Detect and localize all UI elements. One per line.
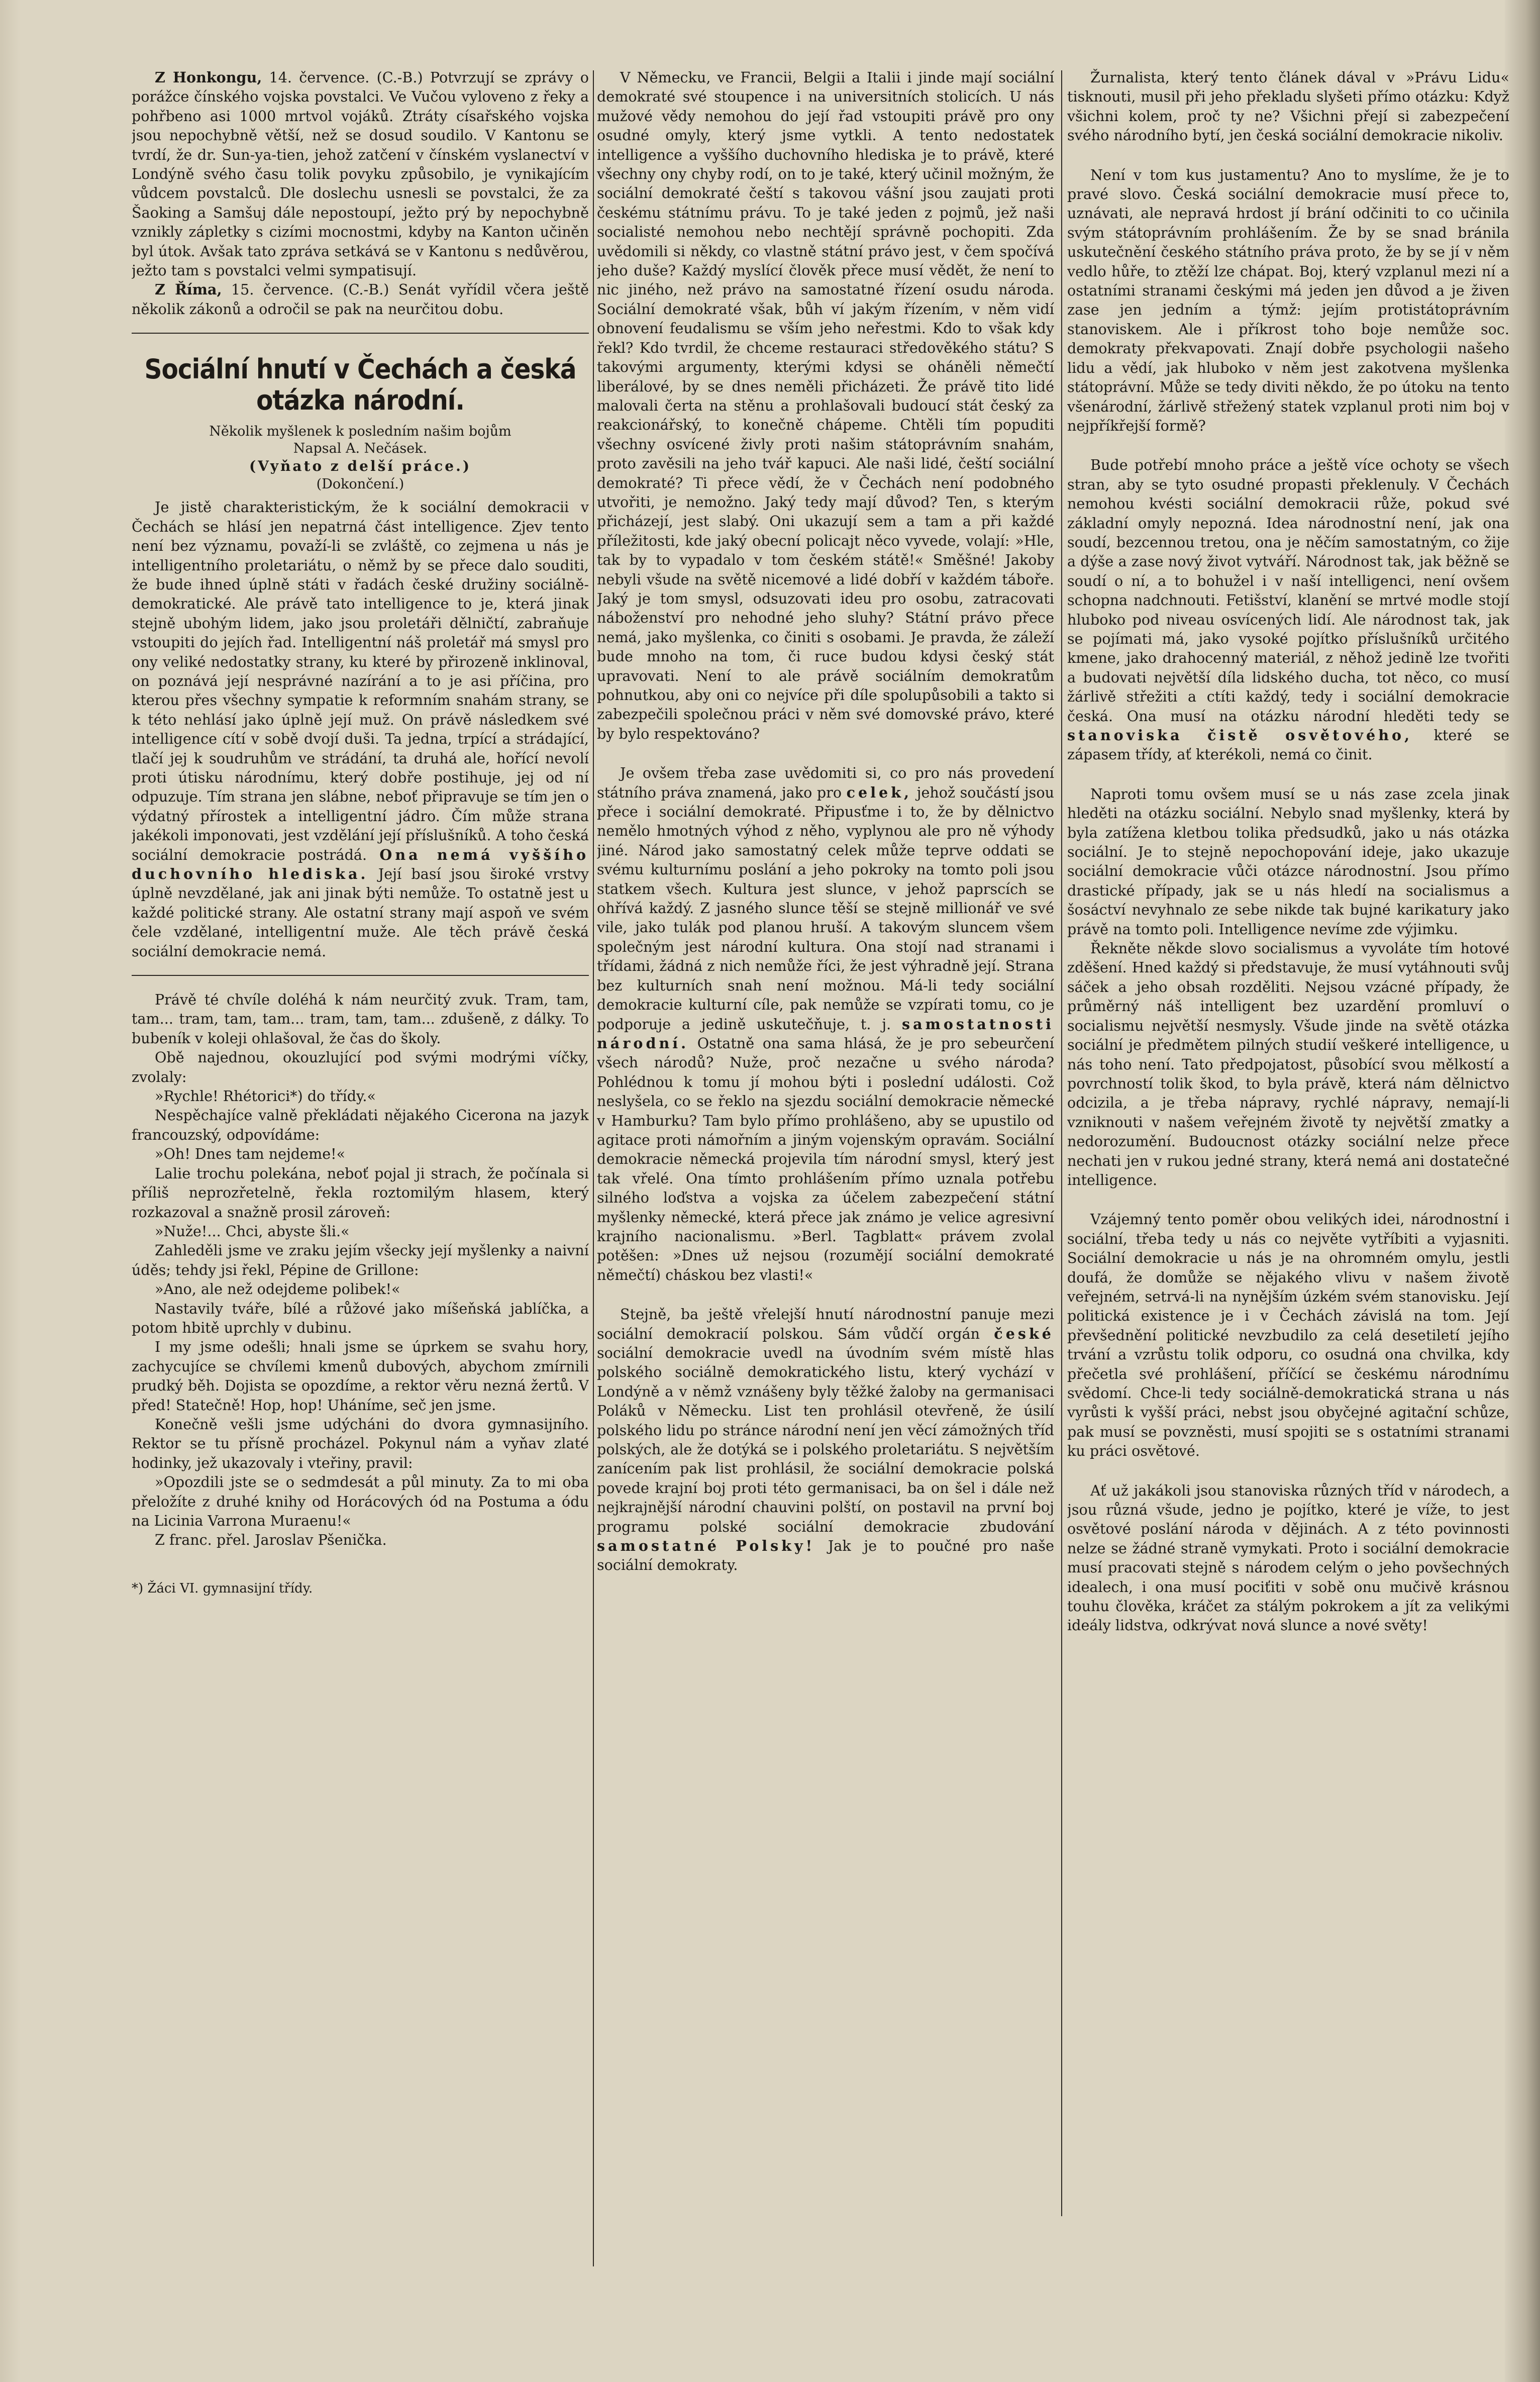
story-paragraph: Konečně vešli jsme udýcháni do dvora gymnasijního. Rektor se tu přísně procházel. Pokynul nám a vyňav zlaté hodinky, jež ukazovaly i vteřiny, pravil: (132, 1415, 589, 1471)
article-paragraph: Je jistě charakteristickým, že k sociální demokracii v Čechách se hlásí jen nepatrná část intelligence. Zjev tento není bez významu, považí-li se zvláště, co zejmena u nás je intelligentního proletariátu, o němž by se přece dalo souditi, že bude ihned úplně státi v řadách české družiny sociálně-demokratické. Ale právě tato intelligence to je, která jinak stejně ubohým lidem, jako jsou proletáři dělničtí, zabraňuje vstoupiti do jejích řad. Intelligentní náš proletář má smysl pro ony veliké nedostatky strany, ku které by přirozeně inklinoval, on poznává její nesprávné nazírání a to je asi příčina, pro kterou přes všechny sympatie k reformním snahám strany, se k této nehlásí jako úplně její muž. On právě následkem své intelligence cítí v sobě dvojí duši. Ta jedna, trpící a strádající, tlačí jej k soudruhům ve strádání, ta druhá ale, hořící nevolí proti útisku národnímu, který dobře postihuje, jej od ní odpuzuje. Tím strana jen slábne, neboť připravuje se tím jen o výdatný přírostek a intelligentní jádro. Čím může strana jakékoli imponovati, jest vzdělání její příslušníků. A toho česká sociální demokracie postrádá. Ona nemá vyššího duchovního hlediska. Její basí jsou široké vrstvy úplně nevzdělané, jak ani jinak býti nemůže. To ostatně jest u každé politické strany. Ale ostatní strany mají aspoň ve svém čele vzdělané, intelligentní muže. Ale těch právě česká sociální demokracie nemá. (132, 499, 589, 960)
news-text: 14. července. (C.-B.) Potvrzují se zprávy o porážce čínského vojska povstalci. Ve Vučou vyloveno z řeky a pohřbeno asi 1000 mrtvol vojáků. Ztráty císařského vojska jsou nepochybně větší, než se dosud soudilo. V Kantonu se tvrdí, že dr. Sun-ya-tien, jehož zatčení v čínském vyslanectví v Londýně svého času tolik povyku způsobilo, je vynikajícím vůdcem povstalců. Dle doslechu usnesli se povstalci, že za Šaoking a Samšuj dále nepostoupí, ježto prý by nepochybně vznikly zápletky s cizími mocnostmi, kdyby na Kanton učiněn byl útok. Avšak tato zpráva setkává se v Kantonu s nedůvěrou, ježto tam s povstalci velmi sympatisují. (132, 69, 589, 279)
column-3 (1067, 68, 1509, 2359)
story-paragraph: »Ano, ale než odejdeme polibek!« (155, 1280, 400, 1298)
spaced-emphasis: celek, (846, 783, 912, 801)
scan-edge-left (0, 0, 20, 2382)
paragraph-gap (1067, 145, 1509, 165)
article-paragraph: Bude potřebí mnoho práce a ještě více ochoty se všech stran, aby se tyto osudné propasti překlenuly. V Čechách nemohou kvésti sociální demokracii růže, pokud své základní omyly nepozná. Idea národnostní není, jak ona soudí, bezcennou tretou, ona je něčím samostatným, co žije a dýše a zase nový život vytváří. Národnost tak, jak běžně se soudí o ní, a to bohužel i v naší intelligenci, není ovšem schopna nadchnouti. Fetišství, klanění se mrtvé modle stojí hluboko pod niveau osvícených lidí. Ale národnost tak, jak se pojímati má, jako vysoké pojítko příslušníků určitého kmene, jako drahocenný materiál, z něhož jedině lze tvořiti a budovati největší díla lidského ducha, tot něco, co musí žárlivě střežiti a ctíti každý, tedy i sociální demokracie česká. Ona musí na otázku národní hleděti tedy se stanoviska čistě osvětového, které se zápasem třídy, ať kterékoli, nemá co činit. (1067, 456, 1509, 763)
news-item-hongkong (132, 68, 589, 280)
article-title: Sociální hnutí v Čechách a česká otázka národní. (144, 353, 576, 417)
spaced-emphasis: stanoviska čistě osvětového, (1067, 727, 1413, 744)
article-paragraph: Stejně, ba ještě vřelejší hnutí národnostní panuje mezi sociální demokracií polskou. Sám vůdčí orgán české sociální demokracie uvedl na úvodním svém místě hlas polského sociálně demokratického listu, který vychází v Londýně a v němž vznášeny byly těžké žaloby na germanisaci Poláků v Německu. List ten prohlásil otevřeně, že úsilí polského lidu po stránce národní není jen věcí zámožných tříd polských, ale že dotýká se i polského proletariátu. S největším zanícením pak list prohlásil, že sociální demokracie polská povede krajní boj proti této germanisaci, ba on šel i dále než nejkrajnější národní chauvini polští, on postavil na první boj programu polské sociální demokracie zbudování samostatné Polsky! Jak je to poučné pro naše sociální demokraty. (597, 1306, 1054, 1574)
story-paragraph: I my jsme odešli; hnali jsme se úprkem se svahu hory, zachycujíce se chvílemi kmenů dubových, abychom zmírnili prudký běh. Dojista se opozdíme, a rektor věru nezná žertů. V před! Statečně! Hop, hop! Uháníme, seč jen jsme. (132, 1338, 589, 1414)
separator (132, 975, 589, 976)
story-paragraph: »Rychle! Rhétorici*) do třídy.« (155, 1087, 376, 1105)
footnote: *) Žáci VI. gymnasijní třídy. (132, 1580, 313, 1596)
column-rule-2 (1061, 70, 1062, 2216)
story-signature: Z franc. přel. Jaroslav Pšenička. (155, 1531, 387, 1549)
story-paragraph: Zahleděli jsme ve zraku jejím všecky její myšlenky a naivní úděs; tehdy jsi řekl, Pépine de Grillone: (132, 1242, 589, 1278)
article-paragraph: Žurnalista, který tento článek dával v »Právu Lidu« tisknouti, musil při jeho překladu slyšeti přímo otázku: Když všichni kolem, proč ty ne? Všichni přejí si zabezpečení svého národního bytí, jen česká sociální demokracie nikoliv. (1067, 69, 1509, 144)
article-paragraph: Není v tom kus justamentu? Ano to myslíme, že je to pravé slovo. Česká sociální demokracie musí přece to, uznávati, ale nepravá hrdost jí brání odčiniti to co učinila svým státoprávním prohlášením. Že by se snad bránila uskutečnění českého státního práva proto, že by se jí v něm vedlo hůře, to ztěží lze chápat. Boj, který vzplanul mezi ní a ostatními stranami českými má jeden jen důvod a je živen zase jen jedním a týmž: jejím protistátoprávním stanoviskem. Ale i příkrost toho boje nemůže soc. demokraty překvapovati. Znají dobře psychologii našeho lidu a vědí, jak hluboko v něm jest zakotvena myšlenka státoprávní. Může se tedy diviti někdo, že po útoku na tento všenárodní, žárlivě střežený statek vzplanul proti nim boj v nejpříkřejší formě? (1067, 166, 1509, 434)
paragraph-gap (597, 743, 1054, 763)
paragraph-gap (1067, 1461, 1509, 1481)
spaced-emphasis: Ona nemá vyššího duchovního hlediska. (132, 846, 589, 882)
separator (132, 333, 589, 334)
paragraph-gap (1067, 1189, 1509, 1210)
column-rule-1 (593, 70, 594, 2266)
column-1 (132, 68, 589, 2359)
story-paragraph: »Nuže!... Chci, abyste šli.« (155, 1222, 350, 1240)
article-paragraph: Ať už jakákoli jsou stanoviska různých tříd v národech, a jsou různá všude, jedno je pojítko, které je víže, to jest osvětové poslání národa v dějinách. A z této povinnosti nelze se žádné straně vymykati. Proto i sociální demokracie musí pracovati stejně s národem celým o jeho povšechných idealech, i ona musí pociťiti v sobě onu mučivě krásnou touhu člověka, kráčet za stálým pokrokem a jít za velikými ideály lidstva, odkrývat nová slunce a nové světy! (1067, 1481, 1509, 1634)
article-paragraph: Řekněte někde slovo socialismus a vyvoláte tím hotové zděšení. Hned každý si představuje, že musí vytáhnouti svůj sáček a jeho obsah rozděliti. Nejsou vzácné případy, že průměrný náš intelligent bez uzardění promluví o socialismu největší nesmysly. Všude jinde na světě otázka sociální je předmětem pilných studií veškeré intelligence, u nás toho není. Tato předpojatost, působící svou mělkostí a povrchností tolik škod, to byla právě, která nám dělnictvo odcizila, a je třeba nápravy, rychlé nápravy, nemají-li vzniknouti v našem veřejném životě ty největší zmatky a nedorozumění. Budoucnost otázky sociální nelze přece nechati jen v rukou jedné strany, která nemá ani dostatečné intelligence. (1067, 940, 1509, 1188)
story-paragraph: Obě najednou, okouzlující pod svými modrými víčky, zvolaly: (132, 1049, 589, 1085)
story-paragraph: Právě té chvíle doléhá k nám neurčitý zvuk. Tram, tam, tam... tram, tam, tam... tram, tam, tam... zdušeně, z dálky. To bubeník v koleji ohlašoval, že čas do školy. (132, 991, 589, 1047)
article-paragraph: Vzájemný tento poměr obou velikých idei, národnostní i sociální, třeba tedy u nás co největe vytříbiti a vyjasniti. Sociální demokracie u nás je na ohromném omylu, jestli doufá, že domůže se nějakého vlivu v našem životě veřejném, setrvá-li na nynějším úzkém svém stanovisku. Její politická existence je i v Čechách závislá na tom. Její převšednění politické nevzbudilo za celá desetiletí jejího trvání a vzrůstu tolik odporu, co osudná ona chvilka, kdy přečetla své prohlášení, příčící se českému národnímu svědomí. Chce-li tedy sociálně-demokratická strana u nás vyrůsti k vyšší práci, nebst jsou obyčejné agitační schůze, pak musí se povzněsti, musí spojiti se s ostatními stranami ku práci osvětové. (1067, 1211, 1509, 1460)
story-paragraph: »Opozdili jste se o sedmdesát a půl minuty. Za to mi oba přeložíte z druhé knihy od Horácových ód na Postuma a ódu na Licinia Varrona Muraenu!« (132, 1473, 589, 1529)
story-paragraph: Nastavily tváře, bílé a růžové jako míšeňská jablíčka, a potom hbitě uprchly v dubinu. (132, 1300, 589, 1336)
news-text: 15. července. (C.-B.) Senát vyřídil včera ještě několik zákonů a odročil se pak na neurčitou dobu. (132, 281, 589, 318)
article-paragraph: V Německu, ve Francii, Belgii a Italii i jinde mají sociální demokraté své stoupence i na universitních stolicích. U nás mužové vědy nemohou do její řad vstoupiti právě pro ony osudné omyly, který jsme vytkli. A tento nedostatek intelligence a vyššího duchovního hlediska je to právě, které všechny ony chyby rodí, on to je také, který učinil možným, že sociální demokraté čeští s takovou vášní jsou zaujati proti českému státnímu právu. To je také jeden z pojmů, jež naši socialisté nemohou nebo nechtějí správně pochopiti. Zda uvědomili si někdy, co vlastně státní právo jest, v čem spočívá jeho duše? Každý myslící člověk přece musí vědět, že není to nic jiného, než právo na samostatné řízení osudu národa. Sociální demokraté však, bůh ví jakým řízením, v něm vidí obnovení feudalismu se vším jeho neřestmi. Kdo to však kdy řekl? Kdo tvrdil, že chceme restauraci středověkého státu? S takovými argumenty, kterými kdysi se oháněli němečtí liberálové, by se dnes neměli přicházeti. Že právě tito lidé malovali čerta na stěnu a prohlašovali budoucí stát český za reakcionářský, to konečně chápeme. Chtěli tím popuditi všechny osvícené živly proti našim státoprávním snahám, proto zavěsili na jeho tvář kapuci. Ale naši lidé, čeští sociální demokraté? Ti přece vědí, že v Čechách není podobného utvořiti, je nemožno. Jaký tedy mají důvod? Ten, s kterým přicházejí, jest slabý. Oni ukazují sem a tam a při každé příležitosti, kde jaký obecní policajt něco vyvede, volají: »Hle, tak by to vypadalo v tom českém státě!« Směšné! Jakoby nebyli všude na světě nicemové a lidé dobří v každém táboře. Jaký je tom smysl, odsuzovati ideu pro osobu, zatracovati náboženství pro nehodné jeho sluhy? Státní právo přece nemá, jako myšlenka, co činiti s osobami. Je pravda, že záleží bude mnoho na tom, či ruce budou kdysi český stát upravovati. Není to ale právě sociálním demokratům pohnutkou, aby oni co nejvíce při díle spolupůsobili a takto si zabezpečili společnou práci v něm své domovské právo, které by bylo respektováno? (597, 69, 1054, 742)
spaced-emphasis: samostatné Polsky! (597, 1537, 815, 1555)
article-continuation: (Dokončení.) (316, 476, 404, 492)
article-paragraph: Naproti tomu ovšem musí se u nás zase zcela jinak hleděti na otázku sociální. Nebylo snad myšlenky, která by byla zatížena kletbou tolika předsudků, jako u nás otázka sociální. Je to stejně nepochopování ideje, jako ukazuje sociální demokracie vůči otázce národnostní. Jsou přímo drastické případy, jak se u nás hledí na socialismus a šosáctví nevyhnalo ze sebe nikde tak bujné karikatury jako právě na tomto poli. Intelligence nevíme zde výjimku. (1067, 785, 1509, 938)
news-lead: Z Říma, (155, 281, 222, 299)
paragraph-gap (1067, 764, 1509, 784)
story-paragraph: Nespěchajíce valně překládati nějakého Cicerona na jazyk francouzský, odpovídáme: (132, 1107, 589, 1143)
news-item-rome (132, 280, 589, 319)
article-paragraph: Je ovšem třeba zase uvědomiti si, co pro nás provedení státního práva znamená, jako pro celek, jehož součástí jsou přece i sociální demokraté. Připusťme i to, že by dělnictvo nemělo hmotných výhod z něho, vyplynou ale pro ně výhody jiné. Národ jako samostatný celek může teprve oddati se svému kulturnímu poslání a jeho pokroky na tomto poli jsou statkem všech. Kultura jest slunce, v jehož paprscích se ohřívá každý. Z jasného slunce těší se stejně millionář ve své vile, jako tulák pod planou hruší. A takovým sluncem všem společným jest národní kultura. Ona stojí nad stranami i třídami, žádná z nich nemůže říci, že jest výhradně její. Strana bez kulturních snah není možnou. Má-li tedy sociální demokracie kulturní cíle, pak nemůže se vzpírati tomu, co je podporuje a jedině uskutečňuje, t. j. samostatnosti národní. Ostatně ona sama hlásá, že je pro sebeurčení všech národů? Nuže, proč nezačne u svého národa? Pohlédnou k tomu jí mohou býti i poslední události. Což neslyšela, co se řeklo na sjezdu sociální demokracie německé v Hamburku? Tam bylo přímo prohlášeno, aby se upustilo od agitace proti námořním a jiným vojenským opravám. Sociální demokracie německá projevila tím národní smysl, který jest tak vřelé. Ona tímto prohlášením přímo uznala potřebu silného loďstva a vojska za účelem zabezpečení státní myšlenky německé, která přece jak známo je velice agresivní krajního nacionalismu. »Berl. Tagblatt« právem zvolal potěšen: »Dnes už nejsou (rozumějí sociální demokraté němečtí) cháskou bez vlasti!« (597, 764, 1054, 1283)
spaced-emphasis: samostatnosti národní. (597, 1015, 1054, 1052)
spaced-emphasis: české (994, 1325, 1054, 1342)
article-subtitle: Několik myšlenek k posledním našim bojům (209, 424, 511, 440)
story-paragraph: »Oh! Dnes tam nejdeme!« (155, 1145, 346, 1163)
article-author: Napsal A. Nečásek. (293, 441, 428, 457)
story-paragraph: Lalie trochu polekána, neboť pojal ji strach, že počínala si příliš neprozřetelně, řekla roztomilým hlasem, který rozkazoval a snažně prosil zároveň: (132, 1164, 589, 1221)
scan-edge-right (1505, 0, 1540, 2382)
article-excerpt-note: (Vyňato z delší práce.) (249, 458, 472, 475)
column-2 (597, 68, 1054, 2359)
news-lead: Z Honkongu, (155, 69, 262, 86)
paragraph-gap (597, 1284, 1054, 1305)
paragraph-gap (1067, 435, 1509, 455)
